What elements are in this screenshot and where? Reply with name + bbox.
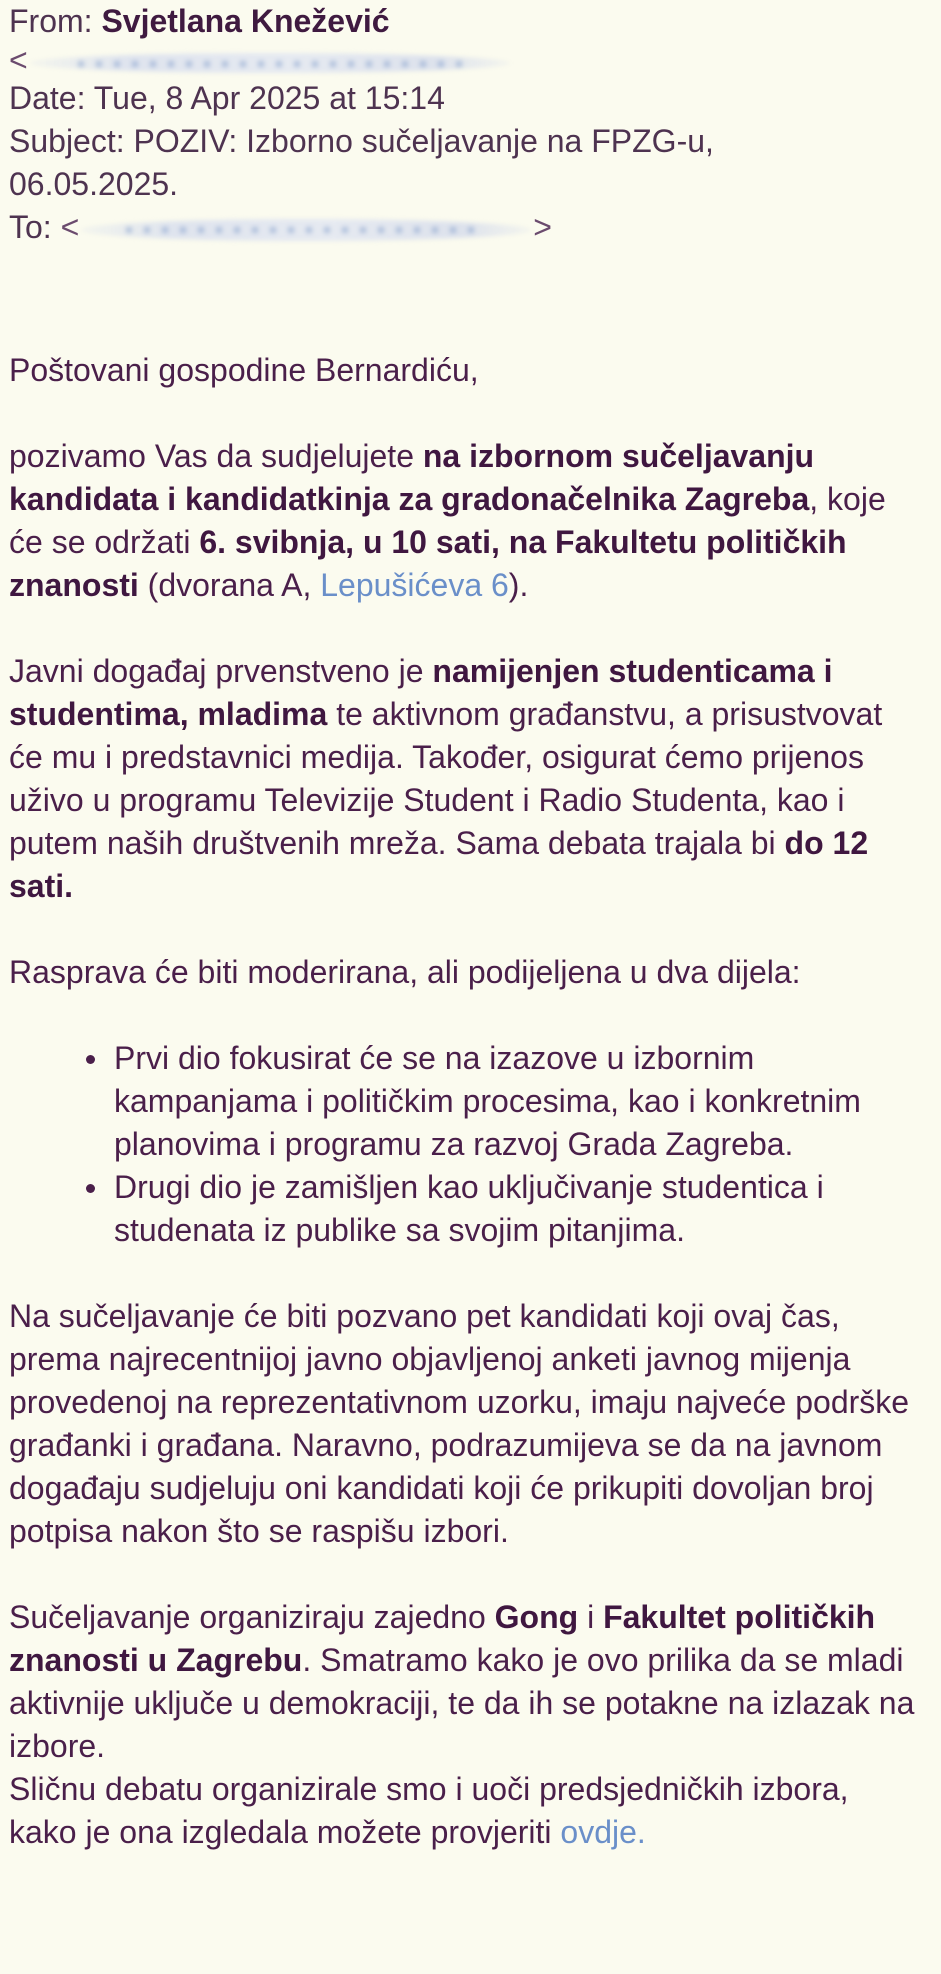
p6-text-1: Sličnu debatu organizirale smo i uoči predsjedničkih izbora, kako je ona izgledala možete provjeriti — [9, 1771, 849, 1850]
subject-label: Subject: — [9, 123, 125, 159]
redacted-sender-email — [30, 53, 510, 73]
paragraph-candidates: Na sučeljavanje će biti pozvano pet kandidati koji ovaj čas, prema najrecentnijoj javno objavljenoj anketi javnog mijenja provedenoj na reprezentativnom uzorku, imaju najveće podrške građanki i građana. Naravno, podrazumijeva se da na javnom događaju sudjeluju oni kandidati koji će prikupiti dovoljan broj potpisa nakon što se raspišu izbori. — [9, 1298, 910, 1549]
greeting: Poštovani gospodine Bernardiću, — [9, 352, 479, 388]
format-list — [9, 1037, 921, 1252]
sender-email-open: < — [9, 42, 28, 78]
p2-bold-2: do 12 sati. — [9, 825, 869, 904]
sender-name: Svjetlana Knežević — [101, 3, 390, 39]
email-header — [9, 0, 921, 249]
p1-text-2: , koje će se održati — [9, 481, 886, 560]
date-label: Date: — [9, 80, 86, 116]
p2-text-1: Javni događaj prvenstveno je — [9, 653, 433, 689]
p1-bold-2: 6. svibnja, u 10 sati, na Fakultetu političkih znanosti — [9, 524, 847, 603]
sender-email-line — [9, 43, 921, 77]
subject-line — [9, 120, 921, 163]
video-link[interactable]: ovdje. — [560, 1814, 646, 1850]
paragraph-audience — [9, 650, 921, 908]
list-item: Prvi dio fokusirat će se na izazove u izbornim kampanjama i političkim procesima, kao i konkretnim planovima i programu za razvoj Grada Zagreba. — [114, 1037, 921, 1166]
subject-value: POZIV: Izborno sučeljavanje na FPZG-u, — [133, 123, 714, 159]
paragraph-invitation — [9, 435, 921, 607]
date-line — [9, 77, 921, 120]
p1-text-1: pozivamo Vas da sudjelujete — [9, 438, 423, 474]
list-item: Drugi dio je zamišljen kao uključivanje studentica i studenata iz publike sa svojim pitanjima. — [114, 1166, 921, 1252]
paragraph-previous-debate — [9, 1768, 921, 1854]
from-label: From: — [9, 3, 93, 39]
subject-line-continued — [9, 163, 921, 206]
subject-value-cont: 06.05.2025. — [9, 166, 179, 202]
to-label: To: — [9, 209, 52, 245]
p2-text-2: te aktivnom građanstvu, a prisustvovat će mu i predstavnici medija. Također, osigurat ćemo prijenos uživo u programu Televizije Student i Radio Studenta, kao i putem naših društvenih mreža. Sama debata trajala bi — [9, 696, 883, 861]
to-email-open: < — [60, 209, 80, 245]
p1-text-3: (dvorana A, — [138, 567, 321, 603]
address-link[interactable]: Lepušićeva 6 — [320, 567, 509, 603]
paragraph-format: Rasprava će biti moderirana, ali podijeljena u dva dijela: — [9, 954, 801, 990]
date-value: Tue, 8 Apr 2025 at 15:14 — [93, 80, 445, 116]
p1-text-4: ). — [508, 567, 529, 603]
to-email-close: > — [533, 209, 552, 245]
from-line — [9, 0, 921, 43]
p5-text-1: Sučeljavanje organiziraju zajedno — [9, 1599, 495, 1635]
p5-text-3: . Smatramo kako je ovo prilika da se mladi aktivnije uključe u demokraciji, te da ih se potakne na izlazak na izbore. — [9, 1642, 915, 1764]
p1-bold-1: na izbornom sučeljavanju kandidata i kandidatkinja za gradonačelnika Zagreba — [9, 438, 815, 517]
to-line — [9, 206, 921, 249]
p5-text-2: i — [578, 1599, 604, 1635]
redacted-recipient-email — [81, 219, 531, 241]
email-body — [9, 349, 921, 1854]
paragraph-organizers — [9, 1596, 921, 1768]
p5-bold-1: Gong — [494, 1599, 579, 1635]
closing-block — [9, 1596, 921, 1854]
p2-bold-1: namijenjen studenticama i studentima, mladima — [9, 653, 833, 732]
p5-bold-2: Fakultet političkih znanosti u Zagrebu — [9, 1599, 876, 1678]
